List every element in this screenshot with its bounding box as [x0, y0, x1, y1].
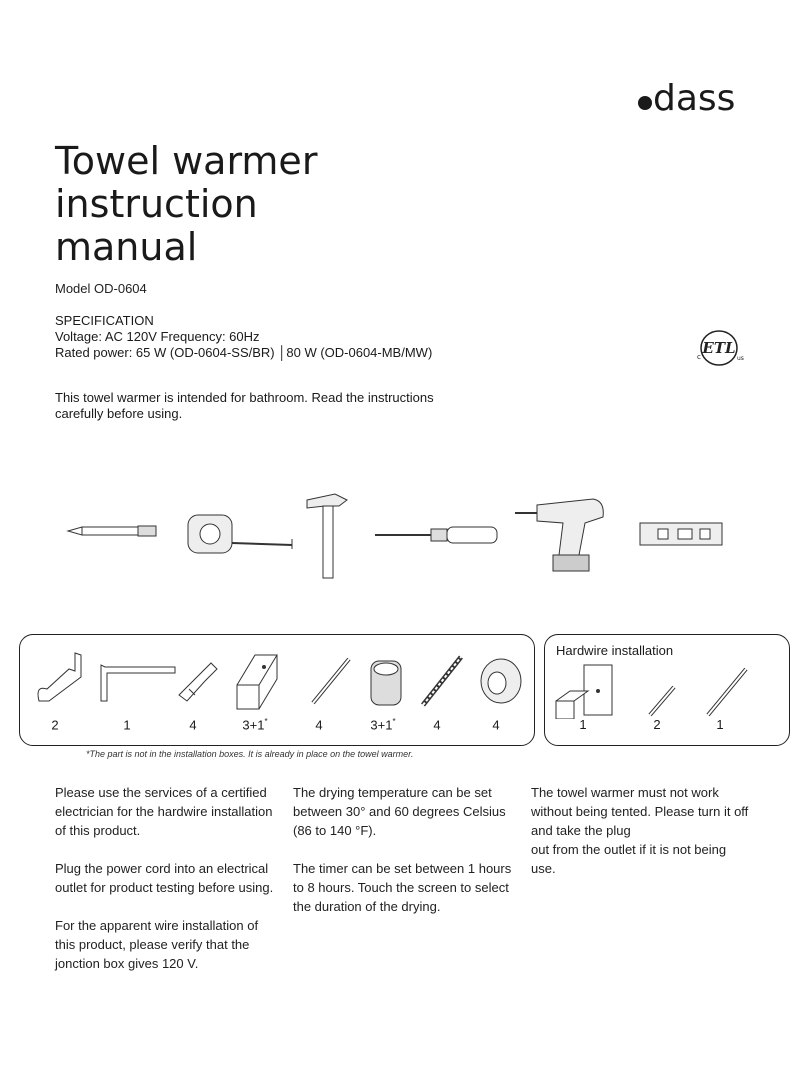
- title-line-2: instruction: [55, 182, 258, 226]
- part-quantity-value: 2: [51, 717, 59, 733]
- spec-voltage: Voltage: AC 120V Frequency: 60Hz: [55, 329, 260, 344]
- allen-key-icon: [101, 665, 175, 701]
- part-quantity-star: *: [392, 717, 396, 726]
- hardwire-quantity: 2: [653, 717, 661, 732]
- square-tube-icon: [237, 655, 277, 709]
- part-quantity-value: 4: [492, 717, 500, 733]
- tape-measure-icon: [188, 515, 292, 553]
- column-1-paragraph: Please use the services of a certified electrician for the hardwire installation of this product.: [55, 785, 273, 838]
- tools-row: [60, 485, 750, 585]
- column-1-paragraph: Plug the power cord into an electrical outlet for product testing before using.: [55, 861, 274, 895]
- part-quantity: [363, 717, 403, 732]
- etl-right-text: us: [737, 355, 744, 362]
- title-line-1: Towel warmer: [55, 139, 318, 183]
- footnote: *The part is not in the installation boxes. It is already in place on the towel warmer.: [86, 749, 414, 759]
- hardwire-title: Hardwire installation: [556, 643, 674, 658]
- part-quantity: [299, 717, 339, 732]
- specification-block: [55, 313, 432, 361]
- part-quantity-value: 3+1: [370, 717, 393, 733]
- column-2: [293, 783, 515, 935]
- column-1-paragraph: For the apparent wire installation of this product, please verify that the jonction box gives 120 V.: [55, 918, 259, 971]
- model-number: Model OD-0604: [55, 281, 147, 296]
- long-screw-icon: [708, 669, 746, 715]
- column-1: [55, 783, 277, 992]
- etl-left-text: c: [697, 353, 701, 361]
- part-quantity-value: 4: [315, 717, 323, 733]
- part-quantity-value: 4: [433, 717, 441, 733]
- bracket-plate-icon: [556, 665, 612, 719]
- spec-power: Rated power: 65 W (OD-0604-SS/BR) │80 W (OD-0604-MB/MW): [55, 345, 433, 360]
- page-title: [55, 140, 317, 269]
- wood-screw-icon: [423, 657, 461, 705]
- part-quantity: [107, 717, 147, 732]
- part-quantity-star: *: [264, 717, 268, 726]
- column-2-paragraph: The timer can be set between 1 hours to 8 hours. Touch the screen to select the duration of the drying.: [293, 861, 512, 914]
- hammer-icon: [307, 494, 347, 578]
- short-screw-icon: [650, 687, 674, 715]
- screwdriver-icon: [375, 527, 497, 543]
- parts-icons: [25, 645, 530, 715]
- hardwire-icons: [552, 663, 782, 719]
- column-2-paragraph: The drying temperature can be set between 30° and 60 degrees Celsius (86 to 140 °F).: [293, 785, 506, 838]
- part-quantity-value: 4: [189, 717, 197, 733]
- part-quantity: [35, 717, 75, 732]
- hardwire-quantity: 1: [716, 717, 724, 732]
- level-icon: [640, 523, 722, 545]
- wall-cap-icon: [481, 659, 521, 703]
- part-quantity: [235, 717, 275, 732]
- intro-text: This towel warmer is intended for bathroom. Read the instructions carefully before using.: [55, 390, 434, 421]
- brand-logo: dass: [638, 78, 735, 119]
- drill-icon: [515, 499, 603, 571]
- hook-icon: [38, 653, 81, 701]
- title-line-3: manual: [55, 225, 198, 269]
- etl-mark-text: ETL: [702, 339, 736, 357]
- machine-screw-icon: [313, 659, 349, 703]
- part-quantity: [417, 717, 457, 732]
- part-quantity: [476, 717, 516, 732]
- spec-heading: SPECIFICATION: [55, 313, 154, 328]
- part-quantity-value: 1: [123, 717, 131, 733]
- column-3: [531, 783, 753, 878]
- pencil-icon: [68, 526, 156, 536]
- hardwire-quantity: 1: [579, 717, 587, 732]
- column-3-paragraph: The towel warmer must not work without being tented. Please turn it off and take the plug: [531, 785, 749, 838]
- threaded-insert-icon: [371, 661, 401, 705]
- column-3-paragraph: out from the outlet if it is not being use.: [531, 842, 727, 876]
- etl-certification-icon: [684, 326, 754, 370]
- part-quantity: [173, 717, 213, 732]
- wall-anchor-icon: [179, 663, 217, 701]
- part-quantity-value: 3+1: [242, 717, 265, 733]
- logo-dot-icon: [638, 96, 652, 110]
